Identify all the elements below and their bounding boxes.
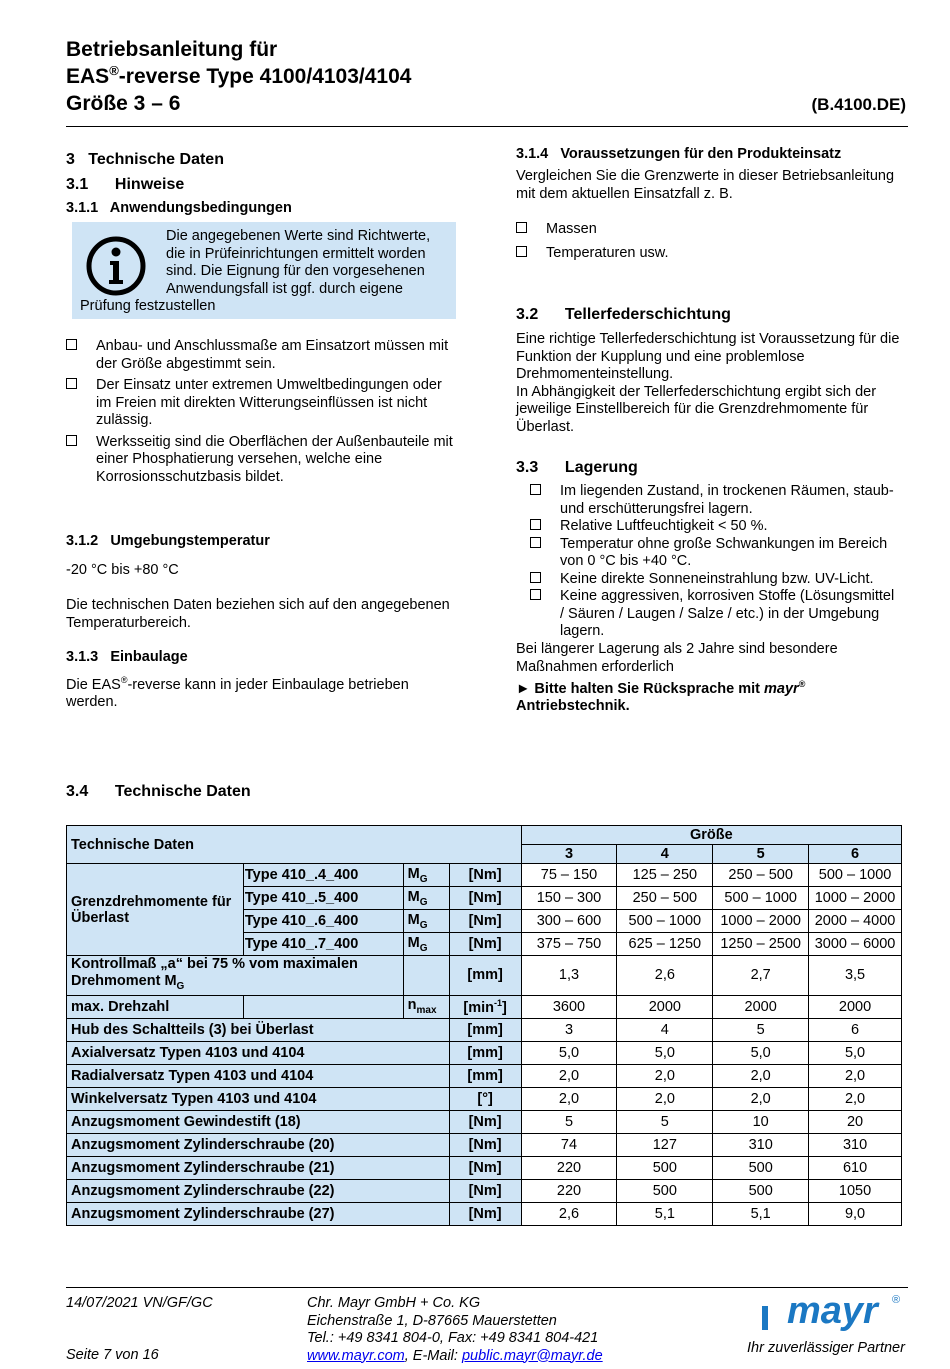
- table-row: [67, 995, 902, 1018]
- storage-note: Bei längerer Lagerung als 2 Jahre sind besondere Maßnahmen erforderlich: [516, 641, 838, 675]
- type-cell: Type 410_.6_400: [243, 910, 403, 933]
- value-cell: 1000 – 2000: [809, 887, 902, 910]
- unit-cell: [mm]: [449, 1018, 521, 1041]
- document-title: [66, 36, 411, 117]
- checkbox-icon: [530, 484, 541, 495]
- value-cell: 2,0: [809, 1064, 902, 1087]
- row-label: Axialversatz Typen 4103 und 4104: [67, 1041, 450, 1064]
- value-cell: 5,0: [809, 1041, 902, 1064]
- header-divider: [66, 126, 908, 127]
- row-label: Hub des Schaltteils (3) bei Überlast: [67, 1018, 450, 1041]
- company-phone: Tel.: +49 8341 804-0, Fax: +49 8341 804-421: [307, 1330, 599, 1346]
- value-cell: 10: [713, 1110, 809, 1133]
- logo-wordmark: mayr: [787, 1290, 878, 1332]
- title-type: -reverse Type 4100/4103/4104: [118, 65, 412, 88]
- section-3-1-3-heading: 3.1.3 Einbaulage: [66, 649, 188, 665]
- spring-stack-text: Eine richtige Tellerfederschichtung ist Voraussetzung für die Funktion der Kupplung und eine problemlose Drehmomenteinstellung. In Abhängigkeit der Tellerfederschichtung ergibt sich der jeweilige Einstellbereich für die Grenzdrehmomente für Überlast.: [516, 331, 900, 435]
- row-label: Anzugsmoment Zylinderschraube (21): [67, 1156, 450, 1179]
- checkbox-icon: [516, 222, 527, 233]
- table-row: [67, 1064, 902, 1087]
- storage-list: [530, 483, 902, 641]
- page-number: Seite 7 von 16: [66, 1347, 159, 1363]
- value-cell: 5: [521, 1110, 617, 1133]
- value-cell: 610: [809, 1156, 902, 1179]
- company-name: Chr. Mayr GmbH + Co. KG: [307, 1295, 481, 1311]
- table-row: [67, 1179, 902, 1202]
- requirements-list: [516, 221, 896, 262]
- checkbox-icon: [530, 572, 541, 583]
- value-cell: 2,0: [521, 1064, 617, 1087]
- value-cell: 2000 – 4000: [809, 910, 902, 933]
- value-cell: 9,0: [809, 1202, 902, 1225]
- unit-cell: [mm]: [449, 1041, 521, 1064]
- value-cell: 2,0: [617, 1087, 713, 1110]
- table-row: [67, 1087, 902, 1110]
- section-3-1-heading: 3.1 Hinweise: [66, 176, 185, 193]
- symbol-cell: $M_G$: [403, 887, 449, 910]
- list-item: Temperaturen usw.: [516, 245, 896, 263]
- row-label: Anzugsmoment Gewindestift (18): [67, 1110, 450, 1133]
- title-line-3: Größe 3 – 6: [66, 92, 181, 115]
- unit-cell: $[\min^{-1}]$: [449, 995, 521, 1018]
- size-5: 5: [713, 845, 809, 864]
- value-cell: 1050: [809, 1179, 902, 1202]
- type-cell: Type 410_.5_400: [243, 887, 403, 910]
- speed-label: max. Drehzahl: [67, 995, 244, 1018]
- table-row: [67, 1202, 902, 1225]
- list-item: Der Einsatz unter extremen Umweltbedingungen oder im Freien mit direkten Witterungseinflüssen ist nicht zulässig.: [66, 377, 456, 430]
- value-cell: 20: [809, 1110, 902, 1133]
- row-label: Winkelversatz Typen 4103 und 4104: [67, 1087, 450, 1110]
- section-3-4-heading: 3.4 Technische Daten: [66, 783, 251, 800]
- value-cell: 75 – 150: [521, 864, 617, 887]
- value-cell: 2000: [713, 995, 809, 1018]
- unit-cell: [°]: [449, 1087, 521, 1110]
- value-cell: 310: [713, 1133, 809, 1156]
- table-row: [67, 1018, 902, 1041]
- list-item: Anbau- und Anschlussmaße am Einsatzort müssen mit der Größe abgestimmt sein.: [66, 338, 456, 373]
- value-cell: 500: [617, 1179, 713, 1202]
- checkbox-icon: [66, 435, 77, 446]
- table-row: [67, 864, 902, 887]
- row-label: Anzugsmoment Zylinderschraube (22): [67, 1179, 450, 1202]
- value-cell: 3: [521, 1018, 617, 1041]
- value-cell: 300 – 600: [521, 910, 617, 933]
- info-text: Die angegebenen Werte sind Richtwerte, die in Prüfeinrichtungen ermittelt worden sind. Die Eignung für den vorgesehenen Anwendungsfall ist ggf. durch eigene Prüfung festzustellen: [80, 228, 431, 314]
- company-info: Chr. Mayr GmbH + Co. KG Eichenstraße 1, D-87665 Mauerstetten Tel.: +49 8341 804-0, Fax: +49 8341 804-421 www.mayr.com, E-Mail: public.mayr@mayr.de: [307, 1295, 603, 1364]
- value-cell: 250 – 500: [713, 864, 809, 887]
- requirements-text: Vergleichen Sie die Grenzwerte in dieser Betriebsanleitung mit dem aktuellen Einsatzfall z. B.: [516, 168, 895, 202]
- value-cell: 310: [809, 1133, 902, 1156]
- section-3-2-heading: 3.2 Tellerfederschichtung: [516, 306, 731, 323]
- value-cell: 2,0: [809, 1087, 902, 1110]
- contact-note: ► Bitte halten Sie Rücksprache mit mayr® Antriebstechnik.: [516, 679, 806, 715]
- value-cell: 2,6: [521, 1202, 617, 1225]
- conditions-list: [66, 338, 456, 486]
- value-cell: 2,0: [713, 1064, 809, 1087]
- size-3: 3: [521, 845, 617, 864]
- unit-cell: [Nm]: [449, 1179, 521, 1202]
- table-row: [67, 1133, 902, 1156]
- value-cell: 5,0: [617, 1041, 713, 1064]
- website-link[interactable]: www.mayr.com: [307, 1347, 405, 1364]
- info-box: [72, 222, 456, 319]
- value-cell: 5,1: [617, 1202, 713, 1225]
- type-cell: Type 410_.4_400: [243, 864, 403, 887]
- table-row: [67, 956, 902, 996]
- value-cell: 5,0: [713, 1041, 809, 1064]
- info-icon: [80, 228, 166, 298]
- checkbox-icon: [66, 339, 77, 350]
- footer-divider: [66, 1287, 908, 1288]
- symbol-cell: $M_G$: [403, 933, 449, 956]
- unit-cell: [Nm]: [449, 887, 521, 910]
- value-cell: 2000: [617, 995, 713, 1018]
- value-cell: 5: [617, 1110, 713, 1133]
- kontroll-label: Kontrollmaß „a“ bei 75 % vom maximalen Drehmoment $M_G$: [67, 956, 404, 996]
- temperature-range: -20 °C bis +80 °C: [66, 562, 179, 578]
- email-link[interactable]: public.mayr@mayr.de: [461, 1347, 603, 1364]
- value-cell: 3,5: [809, 956, 902, 996]
- value-cell: 2,6: [617, 956, 713, 996]
- checkbox-icon: [516, 246, 527, 257]
- unit-cell: [Nm]: [449, 1202, 521, 1225]
- slogan: Ihr zuverlässiger Partner: [747, 1340, 905, 1356]
- table-row: [67, 1110, 902, 1133]
- value-cell: 4: [617, 1018, 713, 1041]
- torque-label: Grenzdrehmomente für Überlast: [67, 864, 244, 956]
- unit-cell: [Nm]: [449, 1156, 521, 1179]
- value-cell: 127: [617, 1133, 713, 1156]
- row-label: Anzugsmoment Zylinderschraube (20): [67, 1133, 450, 1156]
- checkbox-icon: [530, 589, 541, 600]
- row-label: Radialversatz Typen 4103 und 4104: [67, 1064, 450, 1087]
- table-head-label: Technische Daten: [67, 826, 522, 864]
- mayr-logo: mayr ®: [745, 1290, 915, 1338]
- section-3-3-heading: 3.3 Lagerung: [516, 459, 638, 476]
- value-cell: 5,0: [521, 1041, 617, 1064]
- value-cell: 220: [521, 1179, 617, 1202]
- mounting-text: Die EAS®-reverse kann in jeder Einbaulage betrieben werden.: [66, 675, 409, 711]
- value-cell: 500: [713, 1156, 809, 1179]
- value-cell: 250 – 500: [617, 887, 713, 910]
- value-cell: 2,0: [521, 1087, 617, 1110]
- footer-date: 14/07/2021 VN/GF/GC: [66, 1295, 213, 1311]
- value-cell: 74: [521, 1133, 617, 1156]
- section-3-1-4-heading: 3.1.4 Voraussetzungen für den Produkteinsatz: [516, 146, 842, 162]
- unit-cell: [Nm]: [449, 864, 521, 887]
- value-cell: 1,3: [521, 956, 617, 996]
- list-item: Temperatur ohne große Schwankungen im Bereich von 0 °C bis +40 °C.: [530, 536, 902, 571]
- value-cell: 500 – 1000: [713, 887, 809, 910]
- checkbox-icon: [530, 519, 541, 530]
- value-cell: 375 – 750: [521, 933, 617, 956]
- value-cell: 3600: [521, 995, 617, 1018]
- table-row: [67, 1041, 902, 1064]
- value-cell: 2,0: [713, 1087, 809, 1110]
- section-3-1-1-heading: 3.1.1 Anwendungsbedingungen: [66, 200, 292, 216]
- value-cell: 1250 – 2500: [713, 933, 809, 956]
- symbol-cell: $M_G$: [403, 864, 449, 887]
- value-cell: 500: [617, 1156, 713, 1179]
- list-item: Relative Luftfeuchtigkeit < 50 %.: [530, 518, 902, 536]
- list-item: Keine aggressiven, korrosiven Stoffe (Lösungsmittel / Säuren / Laugen / Salze / etc.) in der Umgebung lagern.: [530, 588, 902, 641]
- value-cell: 5,1: [713, 1202, 809, 1225]
- unit-cell: [mm]: [449, 1064, 521, 1087]
- document-code: (B.4100.DE): [811, 95, 906, 114]
- table-row: [67, 1156, 902, 1179]
- value-cell: 125 – 250: [617, 864, 713, 887]
- technical-data-table: [66, 825, 902, 1226]
- type-cell: Type 410_.7_400: [243, 933, 403, 956]
- value-cell: 220: [521, 1156, 617, 1179]
- symbol-cell: $n_{max}$: [403, 995, 449, 1018]
- size-4: 4: [617, 845, 713, 864]
- logo-mark-icon: [745, 1298, 785, 1338]
- checkbox-icon: [66, 378, 77, 389]
- section-3-heading: 3 Technische Daten: [66, 151, 224, 168]
- title-line-1: Betriebsanleitung für: [66, 38, 278, 61]
- symbol-cell: $M_G$: [403, 910, 449, 933]
- row-label: Anzugsmoment Zylinderschraube (27): [67, 1202, 450, 1225]
- list-item: Werksseitig sind die Oberflächen der Außenbauteile mit einer Phosphatierung versehen, welche eine Korrosionsschutzbasis bildet.: [66, 434, 456, 487]
- size-6: 6: [809, 845, 902, 864]
- value-cell: 500 – 1000: [809, 864, 902, 887]
- list-item: Im liegenden Zustand, in trockenen Räumen, staub- und erschütterungsfrei lagern.: [530, 483, 902, 518]
- unit-cell: [Nm]: [449, 933, 521, 956]
- section-3-1-2-heading: 3.1.2 Umgebungstemperatur: [66, 533, 270, 549]
- value-cell: 2,0: [617, 1064, 713, 1087]
- value-cell: 2000: [809, 995, 902, 1018]
- value-cell: 500: [713, 1179, 809, 1202]
- unit-cell: [Nm]: [449, 1133, 521, 1156]
- title-eas: EAS: [66, 65, 110, 88]
- value-cell: 625 – 1250: [617, 933, 713, 956]
- value-cell: 150 – 300: [521, 887, 617, 910]
- value-cell: 1000 – 2000: [713, 910, 809, 933]
- checkbox-icon: [530, 537, 541, 548]
- registered-mark: ®: [109, 63, 119, 78]
- value-cell: 3000 – 6000: [809, 933, 902, 956]
- company-address: Eichenstraße 1, D-87665 Mauerstetten: [307, 1312, 557, 1329]
- unit-cell: [mm]: [449, 956, 521, 996]
- value-cell: 6: [809, 1018, 902, 1041]
- temperature-note: Die technischen Daten beziehen sich auf den angegebenen Temperaturbereich.: [66, 597, 450, 631]
- list-item: Keine direkte Sonneneinstrahlung bzw. UV-Licht.: [530, 571, 902, 589]
- unit-cell: [Nm]: [449, 1110, 521, 1133]
- value-cell: 2,7: [713, 956, 809, 996]
- value-cell: 5: [713, 1018, 809, 1041]
- value-cell: 500 – 1000: [617, 910, 713, 933]
- list-item: Massen: [516, 221, 896, 239]
- size-header: Größe: [521, 826, 901, 845]
- title-line-2: [66, 63, 411, 90]
- unit-cell: [Nm]: [449, 910, 521, 933]
